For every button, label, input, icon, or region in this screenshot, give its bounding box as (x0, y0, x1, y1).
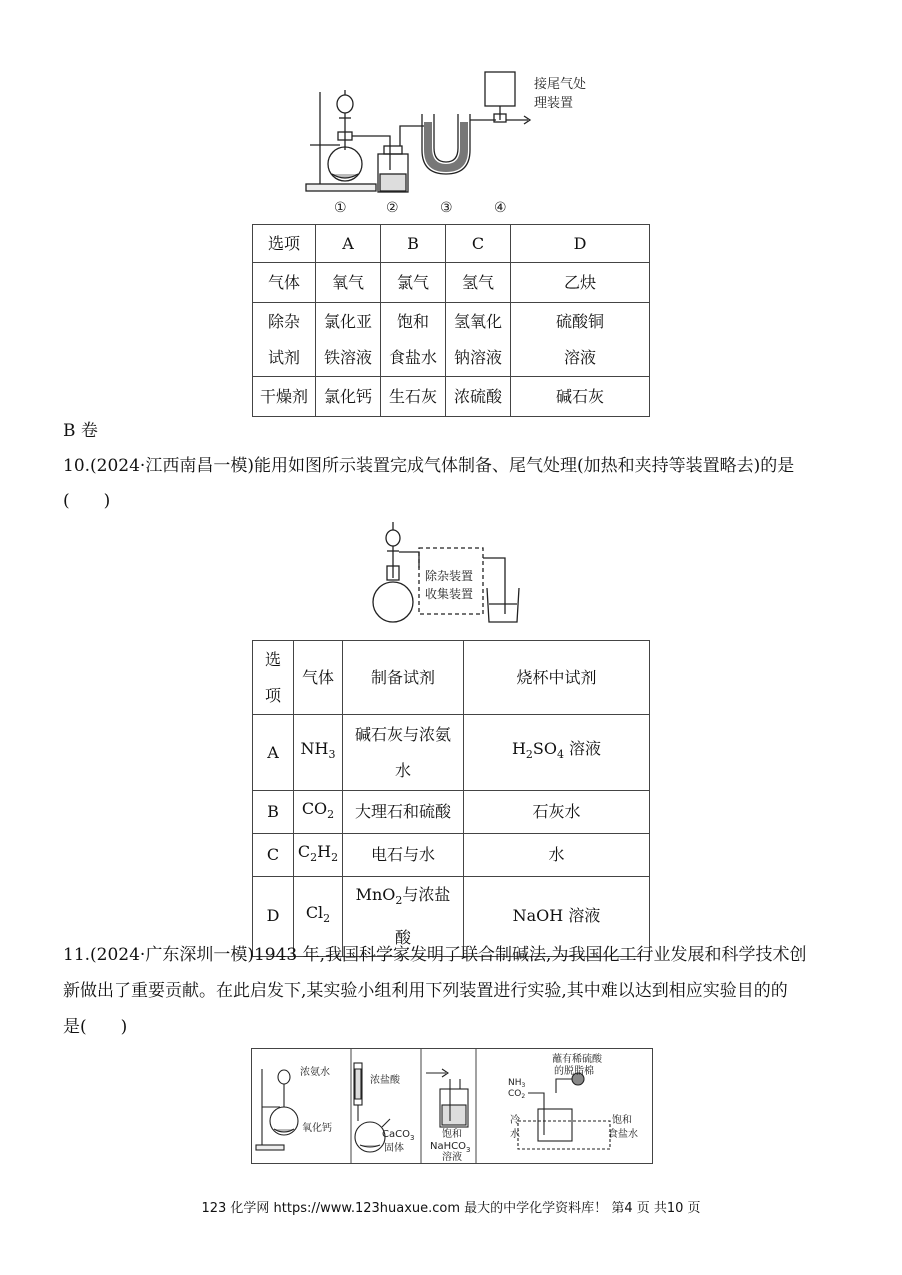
t2-gas-c: $C_2H_2$ (294, 834, 343, 877)
t1-dry-d: 碱石灰 (511, 377, 650, 417)
t1-header-c: C (446, 225, 511, 263)
t1-reagent-d: 硫酸铜 溶液 (511, 303, 650, 377)
box-label-2: 收集装置 (425, 587, 474, 601)
t2-reagent-d: MnO$_2$与浓盐 酸 (343, 877, 464, 956)
t2-header-option: 选 项 (253, 641, 294, 715)
box-label-1: 除杂装置 (425, 569, 474, 583)
marker-3: ③ (440, 200, 453, 216)
options-table-1 (252, 224, 650, 417)
t2-reagent-c: 电石与水 (343, 834, 464, 877)
p4-label-salt-1: 饱和 (612, 1115, 632, 1126)
page-footer: 123 化学网 https://www.123huaxue.com 最大的中学化学资料库！ 第4 页 共10 页 (201, 1201, 701, 1216)
t1-dry-label: 干燥剂 (253, 377, 316, 417)
t1-gas-a: 氧气 (316, 263, 381, 303)
t2-gas-b: $CO_2$ (294, 791, 343, 834)
p4-label-salt-2: 食盐水 (608, 1129, 638, 1140)
p4-label-cotton-2: 的脱脂棉 (554, 1066, 594, 1077)
t2-beaker-d: NaOH 溶液 (464, 877, 650, 956)
t2-gas-a: $NH_3$ (294, 715, 343, 791)
t1-dry-b: 生石灰 (381, 377, 446, 417)
p4-label-cold-2: 水 (510, 1129, 520, 1140)
t2-row-d: D $Cl_2$ MnO$_2$与浓盐 酸 NaOH 溶液 (253, 877, 650, 956)
p4-label-co2: $CO_2$ (508, 1089, 526, 1100)
p3-label-sol: 溶液 (442, 1152, 462, 1163)
t1-reagent-c: 氢氧化 钠溶液 (446, 303, 511, 377)
t1-header-option: 选项 (253, 225, 316, 263)
apparatus-figure-3 (251, 1048, 653, 1164)
marker-4: ④ (494, 200, 507, 216)
t1-gas-d: 乙炔 (511, 263, 650, 303)
t2-beaker-b: 石灰水 (464, 791, 650, 834)
p4-label-nh3: $NH_3$ (508, 1078, 526, 1089)
p4-label-cotton-1: 蘸有稀硫酸 (552, 1054, 602, 1065)
t1-header-a: A (316, 225, 381, 263)
t2-reagent-b: 大理石和硫酸 (343, 791, 464, 834)
p3-label-nahco3: NaHCO$_3$ (430, 1141, 471, 1154)
tail-label-2: 理装置 (534, 96, 574, 111)
t2-header-reagent: 制备试剂 (343, 641, 464, 715)
p2-label-solid: 固体 (384, 1143, 404, 1154)
p3-label-sat: 饱和 (442, 1129, 462, 1140)
t1-dry-a: 氯化钙 (316, 377, 381, 417)
section-b-title: B 卷 (63, 421, 98, 441)
t2-header-gas: 气体 (294, 641, 343, 715)
q11-line-3: 是( ) (63, 1017, 128, 1037)
t1-dry-c: 浓硫酸 (446, 377, 511, 417)
apparatus-figure-1 (300, 62, 640, 220)
t1-gas-c: 氢气 (446, 263, 511, 303)
t2-header-beaker: 烧杯中试剂 (464, 641, 650, 715)
t1-reagent-label: 除杂 试剂 (253, 303, 316, 377)
p1-label-ammonia: 浓氨水 (300, 1067, 330, 1078)
t1-gas-label: 气体 (253, 263, 316, 303)
apparatus-figure-2 (365, 518, 545, 628)
t2-reagent-a: 碱石灰与浓氨 水 (343, 715, 464, 791)
tail-label-1: 接尾气处 (534, 77, 587, 92)
q11-line-2: 新做出了重要贡献。在此启发下,某实验小组利用下列装置进行实验,其中难以达到相应实验目的的 (63, 981, 788, 1001)
p2-label-caco3: CaCO$_3$ (382, 1129, 415, 1142)
marker-2: ② (386, 200, 399, 216)
q11-line-1: 11.(2024·广东深圳一模)1943 年,我国科学家发明了联合制碱法,为我国化工行业发展和科学技术创 (63, 945, 807, 965)
p2-label-hcl: 浓盐酸 (370, 1075, 400, 1086)
q10-line-2: ( ) (63, 491, 111, 511)
t2-row-c: C $C_2H_2$ 电石与水 水 (253, 834, 650, 877)
t2-row-b: B $CO_2$ 大理石和硫酸 石灰水 (253, 791, 650, 834)
t1-reagent-b: 饱和 食盐水 (381, 303, 446, 377)
p1-label-cao: 氧化钙 (302, 1123, 332, 1134)
t2-row-a: A $NH_3$ 碱石灰与浓氨 水 $H_2SO_4$ 溶液 (253, 715, 650, 791)
t1-reagent-a: 氯化亚 铁溶液 (316, 303, 381, 377)
t2-beaker-c: 水 (464, 834, 650, 877)
t2-beaker-a: $H_2SO_4$ 溶液 (464, 715, 650, 791)
q10-line-1: 10.(2024·江西南昌一模)能用如图所示装置完成气体制备、尾气处理(加热和夹持等装置略去)的是 (63, 456, 795, 476)
t2-gas-d: $Cl_2$ (294, 877, 343, 956)
t1-gas-b: 氯气 (381, 263, 446, 303)
options-table-2 (252, 640, 650, 957)
t1-header-d: D (511, 225, 650, 263)
t1-header-b: B (381, 225, 446, 263)
p4-label-cold-1: 冷 (510, 1115, 520, 1126)
marker-1: ① (334, 200, 347, 216)
